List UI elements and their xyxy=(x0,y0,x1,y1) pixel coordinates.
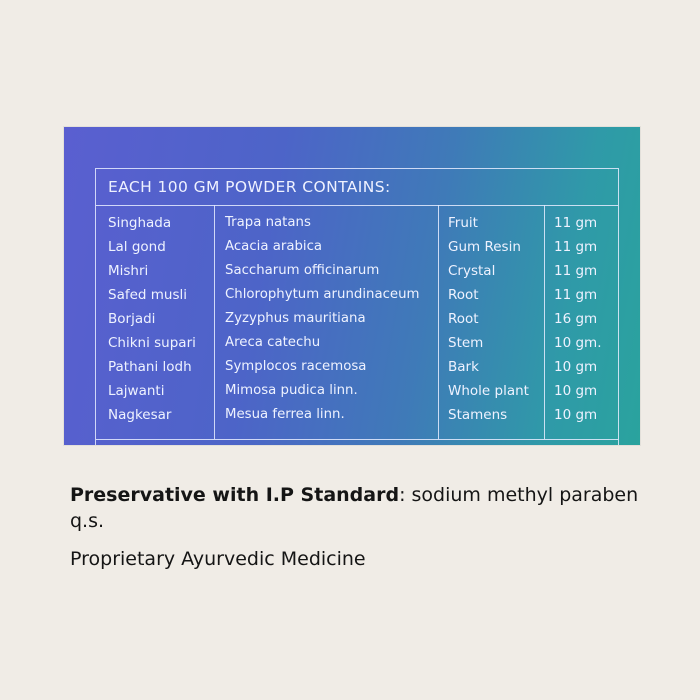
plant-part: Gum Resin xyxy=(448,239,521,255)
botanical-name: Trapa natans xyxy=(225,215,311,230)
table-row xyxy=(96,383,618,407)
common-name: Singhada xyxy=(108,215,172,231)
botanical-name: Saccharum officinarum xyxy=(225,263,380,278)
medicine-type: Proprietary Ayurvedic Medicine xyxy=(70,548,366,570)
quantity: 10 gm xyxy=(554,407,598,423)
table-row xyxy=(96,239,618,263)
quantity: 11 gm xyxy=(554,263,598,279)
ingredient-rows xyxy=(96,215,618,431)
botanical-name: Chlorophytum arundinaceum xyxy=(225,287,420,302)
botanical-name: Zyzyphus mauritiana xyxy=(225,311,366,326)
common-name: Chikni supari xyxy=(108,335,196,351)
botanical-name: Symplocos racemosa xyxy=(225,359,367,374)
common-name: Safed musli xyxy=(108,287,188,303)
plant-part: Crystal xyxy=(448,263,496,279)
common-name: Pathani lodh xyxy=(108,359,192,375)
common-name: Nagkesar xyxy=(108,407,172,423)
plant-part: Stamens xyxy=(448,407,508,423)
preservative-value: : sodium methyl paraben q.s. xyxy=(70,484,639,532)
table-row xyxy=(96,263,618,287)
quantity: 11 gm xyxy=(554,239,598,255)
quantity: 11 gm xyxy=(554,287,598,303)
quantity: 11 gm xyxy=(554,215,598,231)
common-name: Borjadi xyxy=(108,311,156,327)
table-bottom-divider xyxy=(96,439,618,440)
quantity: 10 gm. xyxy=(554,335,602,351)
table-row xyxy=(96,359,618,383)
table-row xyxy=(96,215,618,239)
heading-divider xyxy=(96,205,618,206)
botanical-name: Mimosa pudica linn. xyxy=(225,383,358,398)
plant-part: Bark xyxy=(448,359,479,375)
common-name: Mishri xyxy=(108,263,149,279)
quantity: 16 gm xyxy=(554,311,598,327)
plant-part: Root xyxy=(448,311,479,327)
preservative-label: Preservative with I.P Standard xyxy=(70,484,400,506)
botanical-name: Acacia arabica xyxy=(225,239,323,254)
botanical-name: Mesua ferrea linn. xyxy=(225,407,345,422)
quantity: 10 gm xyxy=(554,359,598,375)
botanical-name: Areca catechu xyxy=(225,335,321,350)
quantity: 10 gm xyxy=(554,383,598,399)
table-row xyxy=(96,407,618,431)
table-row xyxy=(96,311,618,335)
table-heading: EACH 100 GM POWDER CONTAINS: xyxy=(108,178,391,196)
table-row xyxy=(96,287,618,311)
plant-part: Fruit xyxy=(448,215,478,231)
ingredients-table xyxy=(95,168,619,445)
ingredients-label-photo xyxy=(64,127,640,445)
plant-part: Whole plant xyxy=(448,383,529,399)
preservative-note xyxy=(70,482,650,534)
common-name: Lajwanti xyxy=(108,383,165,399)
common-name: Lal gond xyxy=(108,239,166,255)
plant-part: Stem xyxy=(448,335,484,351)
table-row xyxy=(96,335,618,359)
plant-part: Root xyxy=(448,287,479,303)
